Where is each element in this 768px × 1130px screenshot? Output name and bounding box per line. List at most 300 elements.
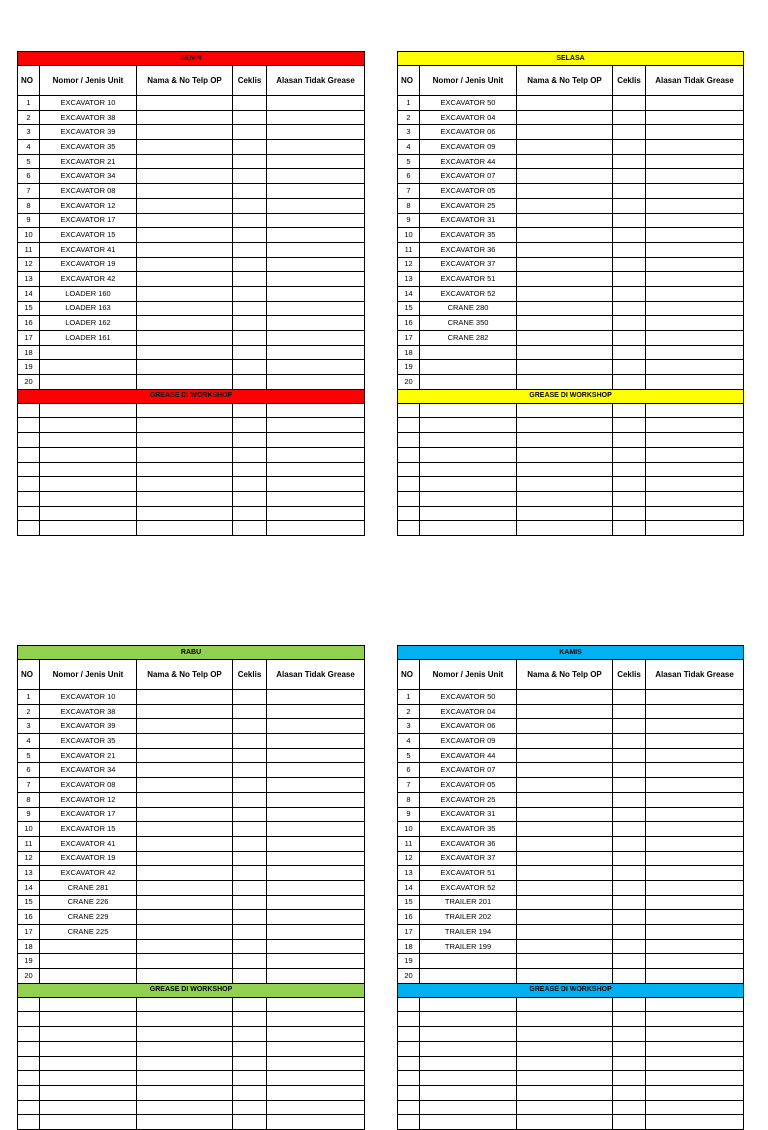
workshop-check-cell[interactable]	[233, 1071, 267, 1086]
operator-cell[interactable]	[137, 851, 233, 866]
check-cell[interactable]	[613, 778, 646, 793]
workshop-operator-cell[interactable]	[517, 1100, 613, 1115]
check-cell[interactable]	[613, 939, 646, 954]
workshop-check-cell[interactable]	[613, 433, 646, 448]
check-cell[interactable]	[613, 851, 646, 866]
operator-cell[interactable]	[137, 110, 233, 125]
check-cell[interactable]	[613, 734, 646, 749]
reason-cell[interactable]	[646, 213, 744, 228]
operator-cell[interactable]	[137, 257, 233, 272]
workshop-reason-cell[interactable]	[267, 447, 365, 462]
check-cell[interactable]	[233, 375, 267, 390]
workshop-operator-cell[interactable]	[517, 433, 613, 448]
workshop-check-cell[interactable]	[613, 1071, 646, 1086]
reason-cell[interactable]	[646, 851, 744, 866]
workshop-operator-cell[interactable]	[517, 491, 613, 506]
workshop-no-cell[interactable]	[398, 1115, 420, 1130]
check-cell[interactable]	[613, 125, 646, 140]
workshop-check-cell[interactable]	[613, 997, 646, 1012]
workshop-check-cell[interactable]	[613, 1056, 646, 1071]
workshop-operator-cell[interactable]	[517, 1085, 613, 1100]
workshop-unit-cell[interactable]	[40, 418, 137, 433]
workshop-operator-cell[interactable]	[517, 1115, 613, 1130]
workshop-operator-cell[interactable]	[137, 1012, 233, 1027]
workshop-no-cell[interactable]	[18, 1085, 40, 1100]
check-cell[interactable]	[613, 836, 646, 851]
operator-cell[interactable]	[517, 331, 613, 346]
workshop-check-cell[interactable]	[233, 462, 267, 477]
workshop-operator-cell[interactable]	[137, 447, 233, 462]
workshop-unit-cell[interactable]	[40, 1041, 137, 1056]
workshop-check-cell[interactable]	[233, 1085, 267, 1100]
workshop-check-cell[interactable]	[233, 997, 267, 1012]
check-cell[interactable]	[613, 301, 646, 316]
reason-cell[interactable]	[646, 836, 744, 851]
workshop-operator-cell[interactable]	[137, 1041, 233, 1056]
workshop-unit-cell[interactable]	[420, 433, 517, 448]
workshop-unit-cell[interactable]	[420, 997, 517, 1012]
workshop-reason-cell[interactable]	[646, 1041, 744, 1056]
operator-cell[interactable]	[517, 154, 613, 169]
workshop-unit-cell[interactable]	[40, 1012, 137, 1027]
operator-cell[interactable]	[137, 748, 233, 763]
workshop-unit-cell[interactable]	[420, 1027, 517, 1042]
reason-cell[interactable]	[646, 345, 744, 360]
workshop-unit-cell[interactable]	[420, 403, 517, 418]
workshop-reason-cell[interactable]	[646, 477, 744, 492]
workshop-no-cell[interactable]	[18, 403, 40, 418]
reason-cell[interactable]	[267, 895, 365, 910]
operator-cell[interactable]	[517, 969, 613, 984]
workshop-no-cell[interactable]	[398, 1071, 420, 1086]
workshop-unit-cell[interactable]	[40, 403, 137, 418]
workshop-reason-cell[interactable]	[267, 1071, 365, 1086]
workshop-check-cell[interactable]	[233, 403, 267, 418]
workshop-reason-cell[interactable]	[267, 403, 365, 418]
reason-cell[interactable]	[267, 228, 365, 243]
check-cell[interactable]	[613, 925, 646, 940]
workshop-no-cell[interactable]	[398, 462, 420, 477]
workshop-no-cell[interactable]	[18, 506, 40, 521]
workshop-check-cell[interactable]	[233, 1027, 267, 1042]
workshop-unit-cell[interactable]	[420, 1071, 517, 1086]
workshop-unit-cell[interactable]	[420, 477, 517, 492]
check-cell[interactable]	[233, 719, 267, 734]
check-cell[interactable]	[613, 969, 646, 984]
check-cell[interactable]	[233, 734, 267, 749]
workshop-operator-cell[interactable]	[137, 1085, 233, 1100]
workshop-reason-cell[interactable]	[267, 433, 365, 448]
reason-cell[interactable]	[646, 807, 744, 822]
workshop-no-cell[interactable]	[398, 1085, 420, 1100]
workshop-no-cell[interactable]	[18, 418, 40, 433]
workshop-reason-cell[interactable]	[646, 433, 744, 448]
workshop-no-cell[interactable]	[398, 1041, 420, 1056]
workshop-check-cell[interactable]	[233, 433, 267, 448]
check-cell[interactable]	[233, 198, 267, 213]
reason-cell[interactable]	[646, 954, 744, 969]
check-cell[interactable]	[233, 184, 267, 199]
reason-cell[interactable]	[646, 778, 744, 793]
workshop-operator-cell[interactable]	[517, 403, 613, 418]
operator-cell[interactable]	[517, 778, 613, 793]
operator-cell[interactable]	[137, 734, 233, 749]
check-cell[interactable]	[233, 242, 267, 257]
reason-cell[interactable]	[267, 836, 365, 851]
workshop-unit-cell[interactable]	[420, 1041, 517, 1056]
operator-cell[interactable]	[517, 954, 613, 969]
reason-cell[interactable]	[646, 228, 744, 243]
workshop-check-cell[interactable]	[613, 506, 646, 521]
check-cell[interactable]	[233, 301, 267, 316]
reason-cell[interactable]	[646, 198, 744, 213]
operator-cell[interactable]	[137, 345, 233, 360]
workshop-check-cell[interactable]	[233, 447, 267, 462]
check-cell[interactable]	[613, 228, 646, 243]
workshop-reason-cell[interactable]	[646, 997, 744, 1012]
reason-cell[interactable]	[646, 763, 744, 778]
workshop-unit-cell[interactable]	[40, 1115, 137, 1130]
workshop-unit-cell[interactable]	[40, 1085, 137, 1100]
operator-cell[interactable]	[137, 690, 233, 705]
workshop-no-cell[interactable]	[398, 521, 420, 536]
check-cell[interactable]	[233, 910, 267, 925]
reason-cell[interactable]	[267, 778, 365, 793]
check-cell[interactable]	[613, 690, 646, 705]
workshop-no-cell[interactable]	[18, 1056, 40, 1071]
workshop-operator-cell[interactable]	[137, 1071, 233, 1086]
reason-cell[interactable]	[267, 257, 365, 272]
workshop-operator-cell[interactable]	[137, 477, 233, 492]
check-cell[interactable]	[233, 807, 267, 822]
reason-cell[interactable]	[646, 866, 744, 881]
workshop-unit-cell[interactable]	[420, 521, 517, 536]
reason-cell[interactable]	[646, 125, 744, 140]
workshop-unit-cell[interactable]	[40, 1071, 137, 1086]
workshop-reason-cell[interactable]	[646, 1012, 744, 1027]
operator-cell[interactable]	[137, 866, 233, 881]
workshop-reason-cell[interactable]	[267, 1012, 365, 1027]
workshop-reason-cell[interactable]	[267, 1056, 365, 1071]
operator-cell[interactable]	[517, 836, 613, 851]
workshop-no-cell[interactable]	[18, 433, 40, 448]
workshop-no-cell[interactable]	[398, 1012, 420, 1027]
check-cell[interactable]	[613, 954, 646, 969]
reason-cell[interactable]	[267, 184, 365, 199]
reason-cell[interactable]	[267, 154, 365, 169]
reason-cell[interactable]	[267, 169, 365, 184]
workshop-reason-cell[interactable]	[646, 521, 744, 536]
check-cell[interactable]	[233, 851, 267, 866]
reason-cell[interactable]	[646, 704, 744, 719]
check-cell[interactable]	[233, 954, 267, 969]
reason-cell[interactable]	[267, 690, 365, 705]
workshop-reason-cell[interactable]	[267, 506, 365, 521]
check-cell[interactable]	[233, 704, 267, 719]
workshop-operator-cell[interactable]	[517, 1041, 613, 1056]
reason-cell[interactable]	[267, 110, 365, 125]
operator-cell[interactable]	[517, 242, 613, 257]
workshop-operator-cell[interactable]	[517, 447, 613, 462]
workshop-no-cell[interactable]	[398, 1100, 420, 1115]
workshop-no-cell[interactable]	[18, 1012, 40, 1027]
reason-cell[interactable]	[646, 969, 744, 984]
workshop-unit-cell[interactable]	[420, 1012, 517, 1027]
reason-cell[interactable]	[646, 96, 744, 111]
operator-cell[interactable]	[137, 969, 233, 984]
operator-cell[interactable]	[137, 213, 233, 228]
operator-cell[interactable]	[517, 895, 613, 910]
workshop-reason-cell[interactable]	[267, 1085, 365, 1100]
operator-cell[interactable]	[517, 213, 613, 228]
workshop-unit-cell[interactable]	[40, 521, 137, 536]
workshop-no-cell[interactable]	[398, 418, 420, 433]
workshop-reason-cell[interactable]	[267, 1027, 365, 1042]
workshop-no-cell[interactable]	[18, 1071, 40, 1086]
reason-cell[interactable]	[267, 969, 365, 984]
reason-cell[interactable]	[646, 184, 744, 199]
operator-cell[interactable]	[137, 836, 233, 851]
workshop-unit-cell[interactable]	[420, 491, 517, 506]
workshop-no-cell[interactable]	[18, 997, 40, 1012]
workshop-operator-cell[interactable]	[137, 521, 233, 536]
workshop-operator-cell[interactable]	[517, 1012, 613, 1027]
operator-cell[interactable]	[517, 939, 613, 954]
operator-cell[interactable]	[137, 96, 233, 111]
operator-cell[interactable]	[517, 807, 613, 822]
workshop-check-cell[interactable]	[613, 521, 646, 536]
operator-cell[interactable]	[137, 895, 233, 910]
operator-cell[interactable]	[517, 316, 613, 331]
workshop-no-cell[interactable]	[398, 491, 420, 506]
check-cell[interactable]	[233, 272, 267, 287]
workshop-unit-cell[interactable]	[420, 447, 517, 462]
reason-cell[interactable]	[267, 807, 365, 822]
check-cell[interactable]	[233, 778, 267, 793]
reason-cell[interactable]	[646, 286, 744, 301]
operator-cell[interactable]	[517, 184, 613, 199]
workshop-unit-cell[interactable]	[40, 997, 137, 1012]
check-cell[interactable]	[233, 213, 267, 228]
operator-cell[interactable]	[517, 198, 613, 213]
workshop-reason-cell[interactable]	[267, 1100, 365, 1115]
reason-cell[interactable]	[267, 198, 365, 213]
reason-cell[interactable]	[267, 704, 365, 719]
check-cell[interactable]	[233, 345, 267, 360]
workshop-check-cell[interactable]	[613, 447, 646, 462]
workshop-check-cell[interactable]	[613, 477, 646, 492]
workshop-check-cell[interactable]	[233, 1115, 267, 1130]
operator-cell[interactable]	[517, 690, 613, 705]
operator-cell[interactable]	[517, 96, 613, 111]
reason-cell[interactable]	[646, 822, 744, 837]
reason-cell[interactable]	[267, 719, 365, 734]
operator-cell[interactable]	[137, 954, 233, 969]
operator-cell[interactable]	[137, 242, 233, 257]
reason-cell[interactable]	[646, 301, 744, 316]
check-cell[interactable]	[613, 910, 646, 925]
check-cell[interactable]	[233, 895, 267, 910]
check-cell[interactable]	[613, 213, 646, 228]
check-cell[interactable]	[233, 316, 267, 331]
workshop-check-cell[interactable]	[613, 1100, 646, 1115]
workshop-no-cell[interactable]	[18, 462, 40, 477]
operator-cell[interactable]	[517, 228, 613, 243]
workshop-check-cell[interactable]	[233, 1056, 267, 1071]
check-cell[interactable]	[233, 96, 267, 111]
operator-cell[interactable]	[137, 939, 233, 954]
workshop-unit-cell[interactable]	[420, 1056, 517, 1071]
check-cell[interactable]	[233, 286, 267, 301]
workshop-no-cell[interactable]	[18, 477, 40, 492]
workshop-no-cell[interactable]	[18, 1027, 40, 1042]
workshop-reason-cell[interactable]	[267, 477, 365, 492]
workshop-operator-cell[interactable]	[137, 491, 233, 506]
operator-cell[interactable]	[137, 198, 233, 213]
operator-cell[interactable]	[137, 925, 233, 940]
operator-cell[interactable]	[517, 910, 613, 925]
reason-cell[interactable]	[267, 866, 365, 881]
workshop-check-cell[interactable]	[613, 462, 646, 477]
reason-cell[interactable]	[267, 954, 365, 969]
check-cell[interactable]	[613, 360, 646, 375]
workshop-check-cell[interactable]	[233, 521, 267, 536]
workshop-check-cell[interactable]	[613, 1012, 646, 1027]
operator-cell[interactable]	[137, 719, 233, 734]
check-cell[interactable]	[233, 228, 267, 243]
workshop-operator-cell[interactable]	[137, 462, 233, 477]
operator-cell[interactable]	[517, 763, 613, 778]
operator-cell[interactable]	[517, 286, 613, 301]
check-cell[interactable]	[233, 331, 267, 346]
workshop-reason-cell[interactable]	[646, 1071, 744, 1086]
reason-cell[interactable]	[267, 345, 365, 360]
workshop-no-cell[interactable]	[398, 1056, 420, 1071]
check-cell[interactable]	[613, 286, 646, 301]
reason-cell[interactable]	[646, 895, 744, 910]
workshop-reason-cell[interactable]	[267, 418, 365, 433]
workshop-reason-cell[interactable]	[646, 1056, 744, 1071]
reason-cell[interactable]	[267, 286, 365, 301]
workshop-check-cell[interactable]	[613, 1041, 646, 1056]
workshop-operator-cell[interactable]	[517, 506, 613, 521]
reason-cell[interactable]	[646, 140, 744, 155]
check-cell[interactable]	[233, 880, 267, 895]
reason-cell[interactable]	[267, 880, 365, 895]
check-cell[interactable]	[613, 792, 646, 807]
reason-cell[interactable]	[646, 316, 744, 331]
workshop-no-cell[interactable]	[398, 447, 420, 462]
operator-cell[interactable]	[517, 375, 613, 390]
reason-cell[interactable]	[646, 375, 744, 390]
workshop-unit-cell[interactable]	[40, 506, 137, 521]
check-cell[interactable]	[613, 184, 646, 199]
workshop-check-cell[interactable]	[233, 477, 267, 492]
reason-cell[interactable]	[267, 925, 365, 940]
workshop-check-cell[interactable]	[613, 418, 646, 433]
workshop-reason-cell[interactable]	[646, 447, 744, 462]
reason-cell[interactable]	[267, 748, 365, 763]
reason-cell[interactable]	[267, 316, 365, 331]
reason-cell[interactable]	[646, 331, 744, 346]
check-cell[interactable]	[613, 866, 646, 881]
check-cell[interactable]	[233, 257, 267, 272]
workshop-operator-cell[interactable]	[137, 403, 233, 418]
reason-cell[interactable]	[267, 792, 365, 807]
workshop-check-cell[interactable]	[233, 1100, 267, 1115]
reason-cell[interactable]	[267, 763, 365, 778]
operator-cell[interactable]	[137, 169, 233, 184]
workshop-check-cell[interactable]	[613, 1027, 646, 1042]
reason-cell[interactable]	[646, 169, 744, 184]
workshop-operator-cell[interactable]	[137, 418, 233, 433]
check-cell[interactable]	[233, 925, 267, 940]
workshop-unit-cell[interactable]	[40, 1027, 137, 1042]
operator-cell[interactable]	[137, 301, 233, 316]
workshop-check-cell[interactable]	[233, 418, 267, 433]
workshop-no-cell[interactable]	[398, 433, 420, 448]
check-cell[interactable]	[233, 154, 267, 169]
workshop-reason-cell[interactable]	[646, 1027, 744, 1042]
reason-cell[interactable]	[267, 822, 365, 837]
workshop-operator-cell[interactable]	[137, 1115, 233, 1130]
reason-cell[interactable]	[646, 360, 744, 375]
reason-cell[interactable]	[267, 331, 365, 346]
workshop-reason-cell[interactable]	[646, 491, 744, 506]
check-cell[interactable]	[233, 822, 267, 837]
check-cell[interactable]	[613, 272, 646, 287]
check-cell[interactable]	[613, 895, 646, 910]
workshop-reason-cell[interactable]	[646, 1085, 744, 1100]
workshop-check-cell[interactable]	[233, 506, 267, 521]
operator-cell[interactable]	[517, 748, 613, 763]
operator-cell[interactable]	[517, 110, 613, 125]
workshop-unit-cell[interactable]	[40, 1056, 137, 1071]
workshop-no-cell[interactable]	[18, 447, 40, 462]
reason-cell[interactable]	[646, 734, 744, 749]
workshop-operator-cell[interactable]	[517, 477, 613, 492]
reason-cell[interactable]	[646, 272, 744, 287]
operator-cell[interactable]	[517, 851, 613, 866]
check-cell[interactable]	[233, 792, 267, 807]
operator-cell[interactable]	[517, 169, 613, 184]
reason-cell[interactable]	[267, 851, 365, 866]
operator-cell[interactable]	[517, 301, 613, 316]
check-cell[interactable]	[613, 154, 646, 169]
workshop-reason-cell[interactable]	[267, 1115, 365, 1130]
check-cell[interactable]	[233, 360, 267, 375]
reason-cell[interactable]	[267, 375, 365, 390]
check-cell[interactable]	[233, 125, 267, 140]
workshop-reason-cell[interactable]	[646, 1115, 744, 1130]
check-cell[interactable]	[613, 169, 646, 184]
operator-cell[interactable]	[137, 125, 233, 140]
workshop-reason-cell[interactable]	[646, 418, 744, 433]
workshop-no-cell[interactable]	[398, 997, 420, 1012]
workshop-unit-cell[interactable]	[420, 462, 517, 477]
workshop-no-cell[interactable]	[18, 1041, 40, 1056]
operator-cell[interactable]	[517, 880, 613, 895]
workshop-reason-cell[interactable]	[267, 462, 365, 477]
workshop-unit-cell[interactable]	[40, 477, 137, 492]
operator-cell[interactable]	[137, 286, 233, 301]
workshop-operator-cell[interactable]	[517, 521, 613, 536]
workshop-no-cell[interactable]	[18, 521, 40, 536]
workshop-unit-cell[interactable]	[40, 447, 137, 462]
check-cell[interactable]	[613, 198, 646, 213]
reason-cell[interactable]	[646, 242, 744, 257]
workshop-no-cell[interactable]	[398, 477, 420, 492]
